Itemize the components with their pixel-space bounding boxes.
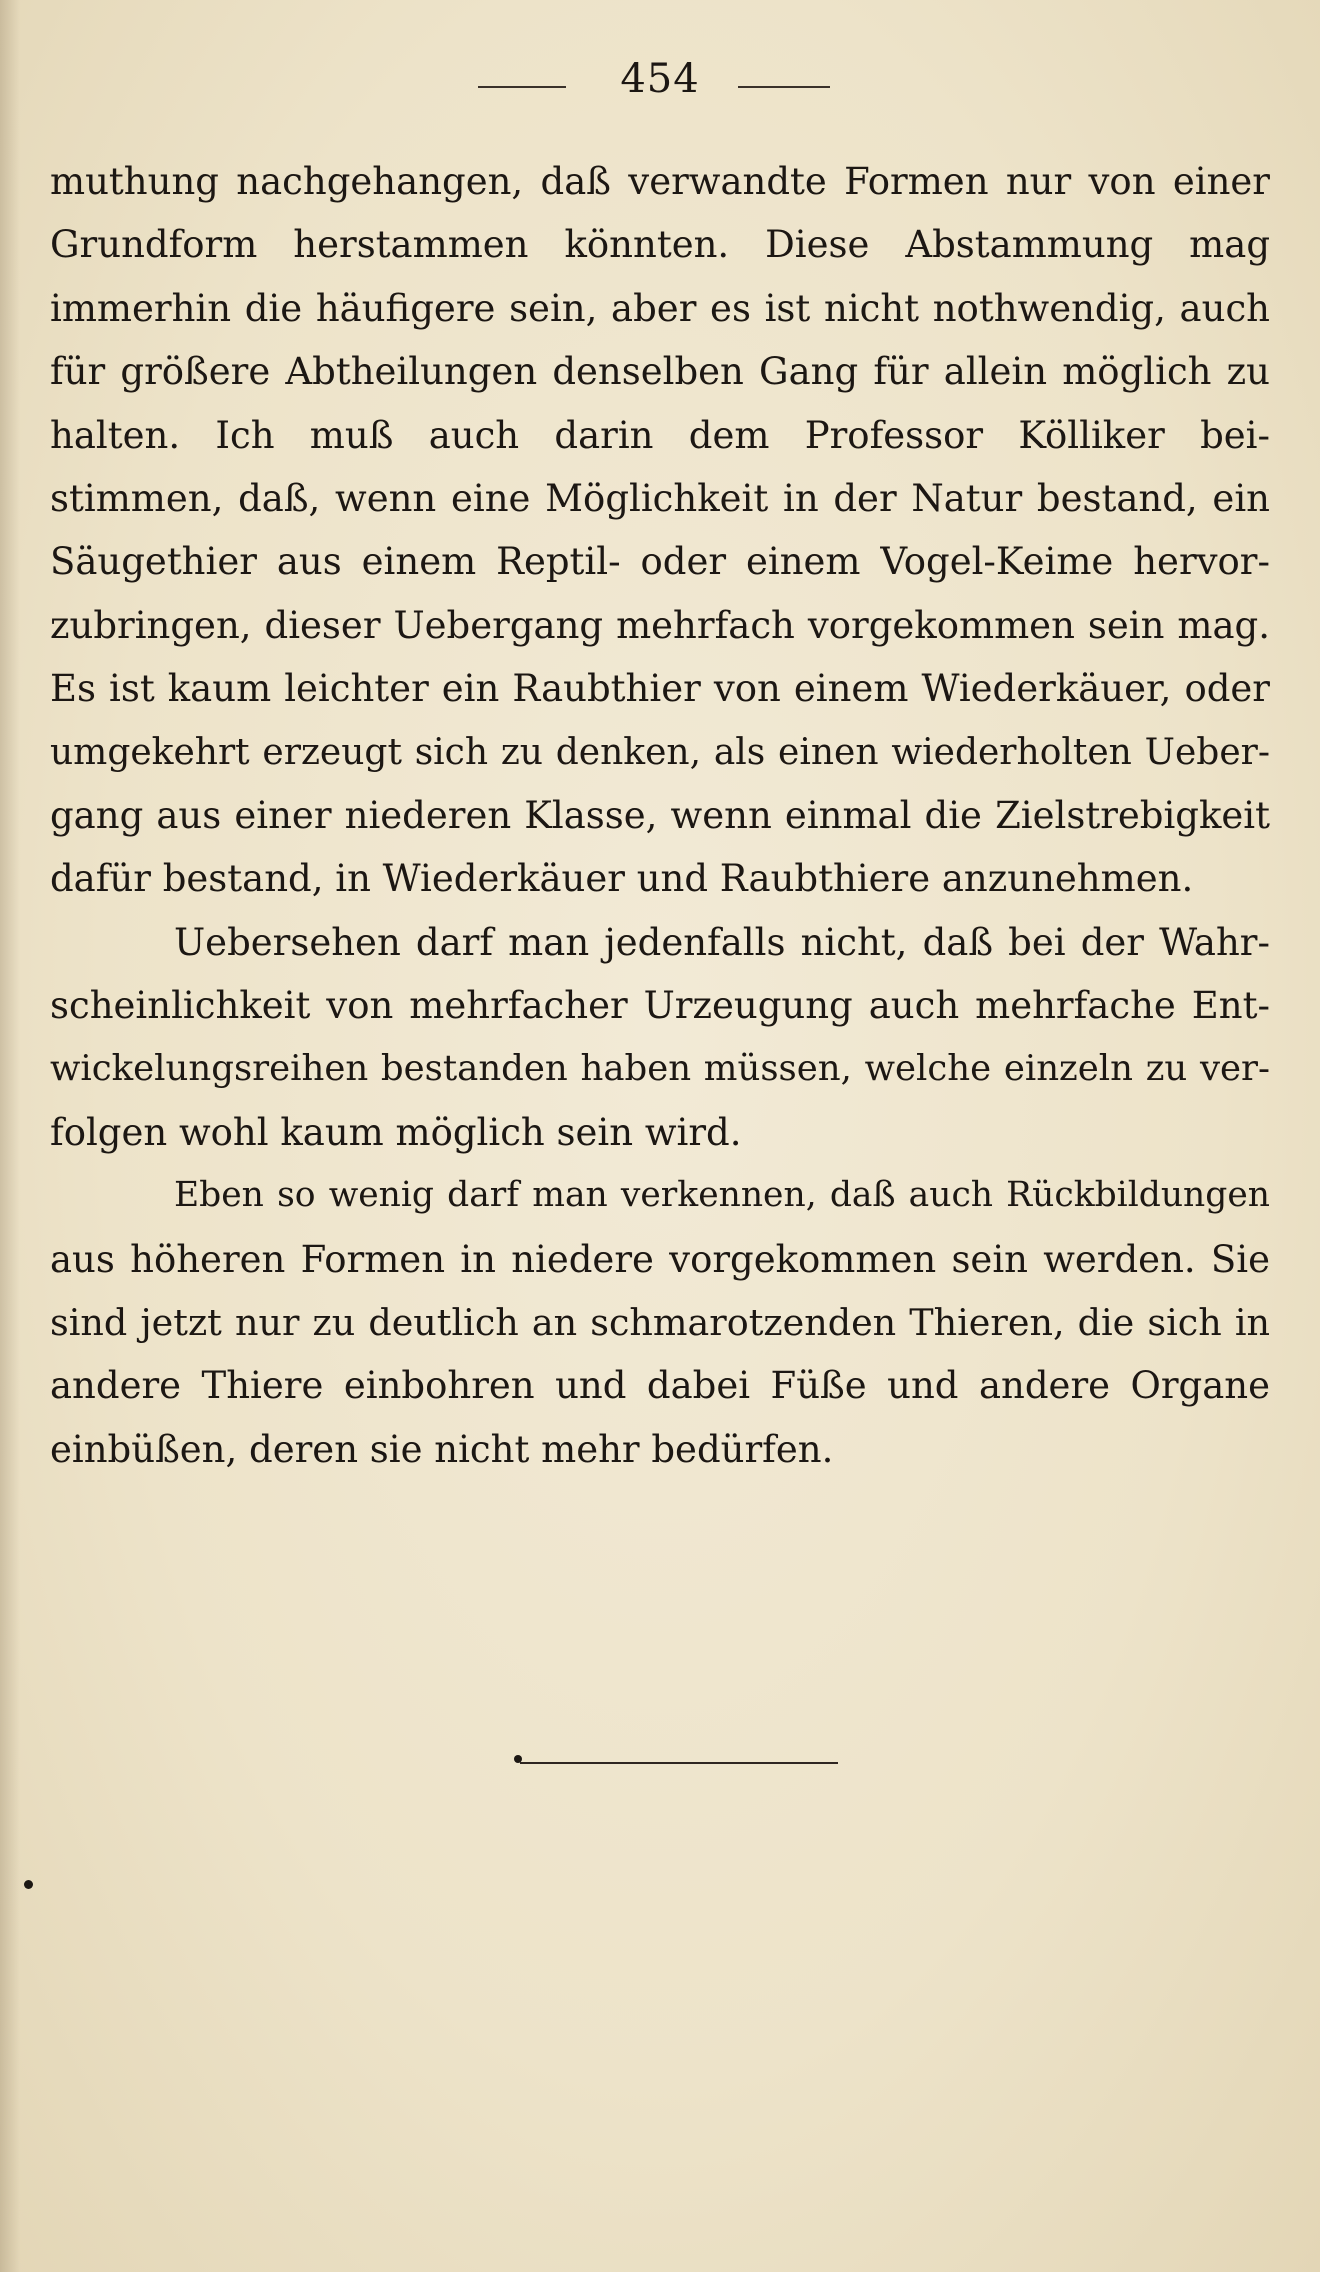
page-number: 454 [620, 56, 700, 102]
text-line: Grundform herstammen könnten. Diese Abstammung mag [50, 223, 1270, 267]
text-line: Eben so wenig darf man verkennen, daß auch Rückbildungen [174, 1175, 1270, 1216]
text-line: einbüßen, deren sie nicht mehr bedürfen. [50, 1427, 834, 1471]
text-line: stimmen, daß, wenn eine Möglichkeit in der Natur bestand, ein [50, 476, 1270, 520]
body-text [50, 150, 1270, 1481]
paragraph [50, 911, 1270, 1165]
text-line: gang aus einer niederen Klasse, wenn einmal die Zielstrebigkeit [50, 793, 1270, 837]
text-line: andere Thiere einbohren und dabei Füße und andere Organe [50, 1364, 1270, 1408]
text-line: umgekehrt erzeugt sich zu denken, als einen wiederholten Ueber- [50, 731, 1270, 773]
text-line: Säugethier aus einem Reptil- oder einem Vogel-Keime hervor- [50, 540, 1270, 584]
paragraph [50, 1164, 1270, 1481]
text-line: Es ist kaum leichter ein Raubthier von einem Wiederkäuer, oder [50, 667, 1270, 711]
paragraph [50, 150, 1270, 911]
ink-speck [24, 1880, 33, 1889]
text-line: folgen wohl kaum möglich sein wird. [50, 1110, 742, 1154]
text-line: immerhin die häufigere sein, aber es ist nicht nothwendig, auch [50, 286, 1270, 330]
page-header [0, 48, 1320, 118]
text-line: sind jetzt nur zu deutlich an schmarotzenden Thieren, die sich in [50, 1301, 1270, 1345]
text-line: scheinlichkeit von mehrfacher Urzeugung auch mehrfache Ent- [50, 984, 1270, 1028]
text-line: zubringen, dieser Uebergang mehrfach vorgekommen sein mag. [50, 603, 1270, 647]
text-line: für größere Abtheilungen denselben Gang für allein möglich zu [50, 350, 1270, 394]
text-line: aus höheren Formen in niedere vorgekommen sein werden. Sie [50, 1237, 1270, 1281]
text-line: dafür bestand, in Wiederkäuer und Raubthiere anzunehmen. [50, 857, 1194, 901]
text-line: Uebersehen darf man jedenfalls nicht, daß bei der Wahr- [174, 920, 1270, 964]
page-edge-shadow [0, 0, 20, 2272]
header-rule-right [738, 86, 830, 88]
section-end-rule [520, 1762, 838, 1764]
text-line: muthung nachgehangen, daß verwandte Formen nur von einer [50, 160, 1270, 203]
text-line: wickelungsreihen bestanden haben müssen, welche einzeln zu ver- [50, 1048, 1270, 1090]
text-line: halten. Ich muß auch darin dem Professor Kölliker bei- [50, 413, 1270, 457]
